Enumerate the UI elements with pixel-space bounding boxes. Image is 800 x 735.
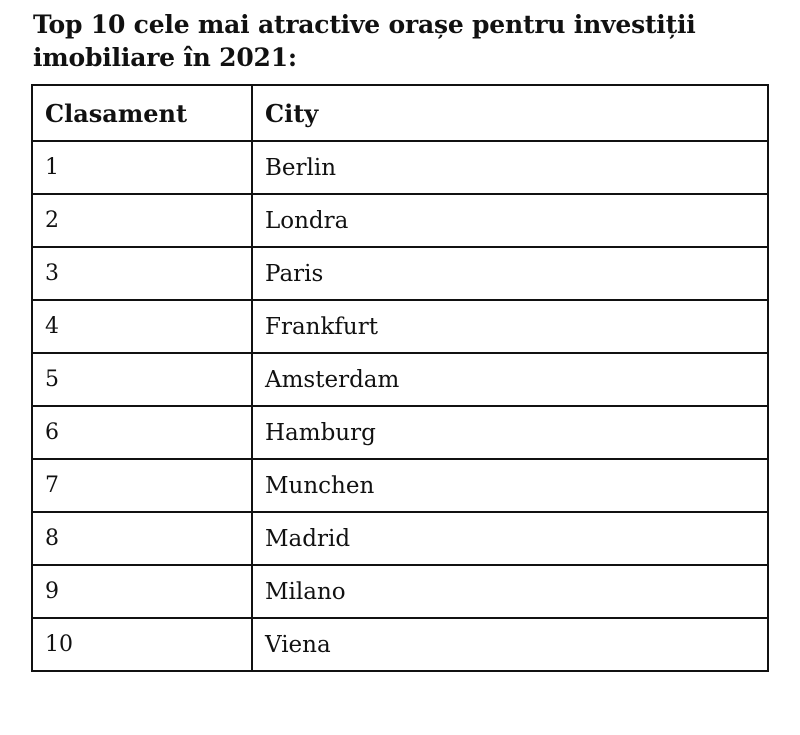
table-row bbox=[32, 565, 768, 618]
city-cell: Frankfurt bbox=[252, 300, 768, 353]
city-cell: Berlin bbox=[252, 141, 768, 194]
table-row bbox=[32, 618, 768, 671]
rank-cell: 8 bbox=[32, 512, 252, 565]
city-cell: Milano bbox=[252, 565, 768, 618]
table-row bbox=[32, 300, 768, 353]
rank-cell: 3 bbox=[32, 247, 252, 300]
city-cell: Paris bbox=[252, 247, 768, 300]
city-cell: Madrid bbox=[252, 512, 768, 565]
rank-cell: 7 bbox=[32, 459, 252, 512]
city-cell: Amsterdam bbox=[252, 353, 768, 406]
city-cell: Viena bbox=[252, 618, 768, 671]
table-row bbox=[32, 353, 768, 406]
rank-cell: 9 bbox=[32, 565, 252, 618]
city-cell: Munchen bbox=[252, 459, 768, 512]
table-row bbox=[32, 194, 768, 247]
rank-cell: 2 bbox=[32, 194, 252, 247]
rank-cell: 5 bbox=[32, 353, 252, 406]
header-row bbox=[32, 85, 768, 141]
table-body bbox=[32, 141, 768, 671]
ranking-table bbox=[31, 84, 769, 672]
table-row bbox=[32, 459, 768, 512]
rank-cell: 1 bbox=[32, 141, 252, 194]
table-header bbox=[32, 85, 768, 141]
city-cell: Londra bbox=[252, 194, 768, 247]
table-row bbox=[32, 512, 768, 565]
table-row bbox=[32, 141, 768, 194]
rank-cell: 10 bbox=[32, 618, 252, 671]
rank-cell: 4 bbox=[32, 300, 252, 353]
table-row bbox=[32, 406, 768, 459]
city-cell: Hamburg bbox=[252, 406, 768, 459]
rank-cell: 6 bbox=[32, 406, 252, 459]
page-title: Top 10 cele mai atractive orașe pentru investiții imobiliare în 2021: bbox=[33, 10, 696, 72]
column-header-rank: Clasament bbox=[32, 85, 252, 141]
column-header-city: City bbox=[252, 85, 768, 141]
table-row bbox=[32, 247, 768, 300]
